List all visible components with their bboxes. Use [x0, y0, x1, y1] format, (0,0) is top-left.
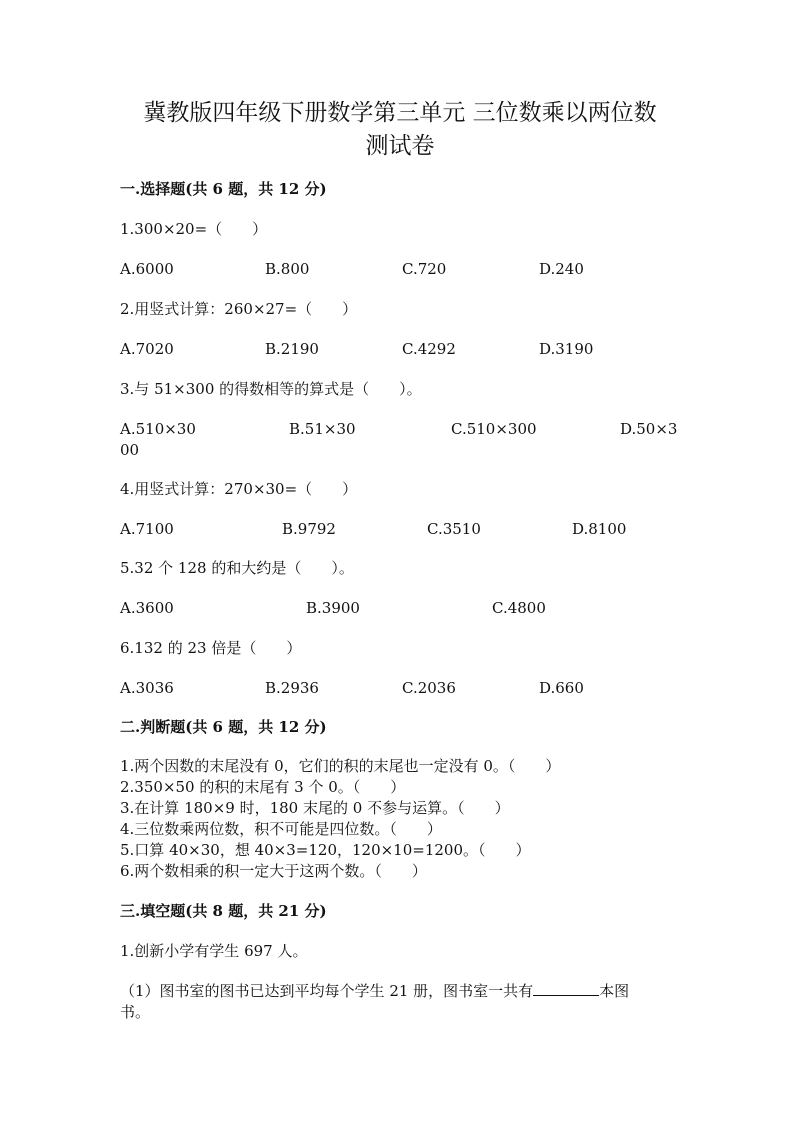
section-heading-judgement: 二.判断题(共 6 题，共 12 分)	[120, 718, 327, 736]
question-6-option-d: D.660	[539, 679, 584, 697]
question-1: 1.300×20=（ ）	[120, 220, 268, 238]
fill-question-1-sub-1-text-wrap: 书。	[120, 1003, 151, 1021]
section-heading-fill-in: 三.填空题(共 8 题，共 21 分)	[120, 902, 327, 920]
question-3-option-c: C.510×300	[451, 420, 537, 438]
question-3-option-a: A.510×30	[120, 420, 196, 438]
question-2-option-c: C.4292	[402, 340, 456, 358]
fill-question-1-sub-1-text: （1）图书室的图书已达到平均每个学生 21 册，图书室一共有	[120, 982, 534, 1000]
question-4: 4.用竖式计算：270×30=（ ）	[120, 480, 358, 498]
judgement-item-1: 1.两个因数的末尾没有 0，它们的积的末尾也一定没有 0。（ ）	[120, 757, 561, 775]
question-1-option-d: D.240	[539, 260, 584, 278]
question-6-option-c: C.2036	[402, 679, 456, 697]
question-6-option-b: B.2936	[265, 679, 319, 697]
question-3: 3.与 51×300 的得数相等的算式是（ ）。	[120, 380, 422, 398]
fill-question-1-sub-1	[120, 981, 680, 1023]
question-4-option-a: A.7100	[120, 520, 174, 538]
question-2-option-a: A.7020	[120, 340, 174, 358]
answer-blank[interactable]	[533, 981, 599, 996]
page-title: 冀教版四年级下册数学第三单元 三位数乘以两位数	[143, 100, 657, 126]
question-5-option-b: B.3900	[306, 599, 360, 617]
section-heading-choice: 一.选择题(共 6 题，共 12 分)	[120, 180, 327, 198]
fill-question-1: 1.创新小学有学生 697 人。	[120, 942, 308, 960]
question-2-option-b: B.2190	[265, 340, 319, 358]
question-4-option-d: D.8100	[572, 520, 627, 538]
question-3-option-b: B.51×30	[289, 420, 356, 438]
question-2: 2.用竖式计算：260×27=（ ）	[120, 300, 358, 318]
question-3-option-d: D.50×3	[620, 420, 678, 438]
question-6: 6.132 的 23 倍是（ ）	[120, 639, 302, 657]
question-5-option-a: A.3600	[120, 599, 174, 617]
question-3-option-d-wrap: 00	[120, 441, 140, 459]
question-2-option-d: D.3190	[539, 340, 594, 358]
question-4-option-c: C.3510	[427, 520, 481, 538]
page-title-line2: 测试卷	[365, 133, 435, 159]
judgement-item-5: 5.口算 40×30，想 40×3=120，120×10=1200。（ ）	[120, 841, 531, 859]
question-5-option-c: C.4800	[492, 599, 546, 617]
judgement-item-2: 2.350×50 的积的末尾有 3 个 0。（ ）	[120, 778, 406, 796]
question-5: 5.32 个 128 的和大约是（ ）。	[120, 559, 354, 577]
judgement-item-4: 4.三位数乘两位数，积不可能是四位数。（ ）	[120, 820, 442, 838]
question-1-option-c: C.720	[402, 260, 447, 278]
fill-question-1-sub-1-text-after: 本图	[599, 982, 630, 1000]
judgement-item-6: 6.两个数相乘的积一定大于这两个数。（ ）	[120, 862, 427, 880]
question-4-option-b: B.9792	[282, 520, 336, 538]
question-1-option-a: A.6000	[120, 260, 174, 278]
judgement-item-3: 3.在计算 180×9 时，180 末尾的 0 不参与运算。（ ）	[120, 799, 510, 817]
question-1-option-b: B.800	[265, 260, 310, 278]
question-6-option-a: A.3036	[120, 679, 174, 697]
